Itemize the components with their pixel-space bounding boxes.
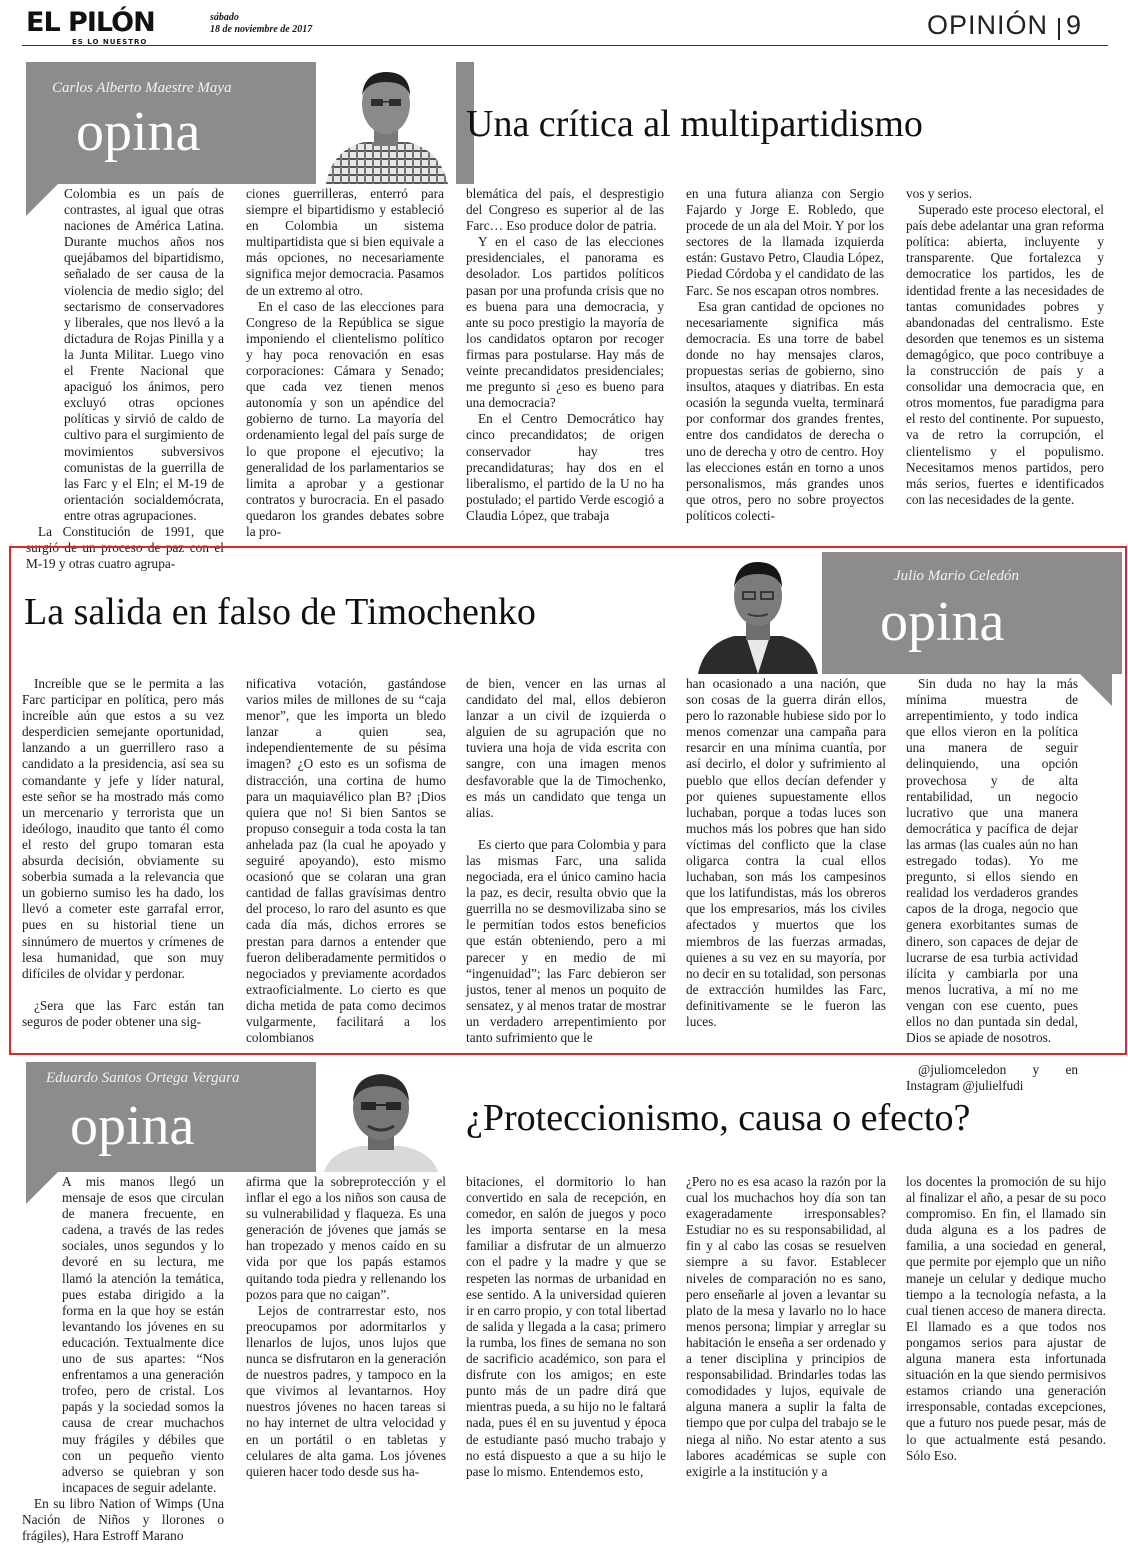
logo-tagline: ES LO NUESTRO <box>72 38 148 46</box>
article-2-column-5 <box>906 676 1078 1094</box>
article-1-column-2 <box>246 186 444 540</box>
paragraph: Superado este proceso electoral, el país debe adelantar una gran reforma política: abierta, incluyente y transparente. Que fortalezca y democratice los partidos, les de identidad frente a las necesidades de tantas comunidades pobres y abandonadas del centralismo. Este desorden que tenemos es un sistema demagógico, que poco contribuye a la construcción de país y a consolidar una democracia que, en otros momentos, fue paradigma para el resto del continente. Por supuesto, va de retro la corrupción, el clientelismo y el populismo. Necesitamos menos partidos, pero más serios, fuertes e identificados con las necesidades de la gente. <box>906 202 1104 507</box>
paragraph: Increíble que se le permita a las Farc participar en política, pero más increíble aún que estos a su vez desperdicien semejante oportunidad, lanzando a un guerrillero raso a candidato a la presidencia, así sea su comandante y jefe y líder natural, este señor se ha mostrado más como un mercenario y terrorista que un ideólogo, inaudito que tanto él como el resto del grupo tomaran esta absurda decisión, obviamente su soberbia sumada a la relevancia que un gobierno sumiso les ha dado, los llevó a cometer este garrafal error, pues en su historial tiene un sinnúmero de muertos y crímenes de lesa humanidad, que son muy difíciles de olvidar y perdonar. <box>22 676 224 981</box>
opina-badge: opina <box>76 101 201 163</box>
paragraph: han ocasionado a una nación, que son cosas de la guerra dirán ellos, pero lo razonable hubiese sido por lo menos comenzar una campaña para resarcir en una mínima cuantía, por así decirlo, el dolor y sufrimiento al pueblo que ellos decían defender y por quienes supuestamente ellos luchaban, porque a todas luces son muchos más los pobres que han sido víctimas del conflicto que la clase oligarca contra la cual ellos luchaban, son más los campesinos que los latifundistas, más los obreros que los empresarios, más los civiles afectados y muertos que los miembros de las fuerzas armadas, quienes a su vez en su mayoría, por no decir en su totalidad, son personas de extracción humildes las Farc, definitivamente se le fueron las luces. <box>686 676 886 1029</box>
opina-badge: opina <box>880 591 1005 653</box>
article-3-column-2 <box>246 1174 446 1480</box>
paragraph: Y en el caso de las elecciones presidenciales, el panorama es desolador. Los partidos políticos pasan por una profunda crisis que no es buena para una democracia, y ante su poco prestigio la mayoría de los candidatos optaron por recoger firmas para postularse. Hay más de veinte precandidatos presidenciales; me pregunto si ¿eso es bueno para una democracia? <box>466 234 664 411</box>
article-1-column-4 <box>686 186 884 524</box>
paragraph: bitaciones, el dormitorio lo han convertido en sala de recepción, en comedor, en salón de juegos y poco les importa sentarse en la mesa familiar a disfrutar de un almuerzo con el padre y la madre y que se respeten las normas de urbanidad en ese sentido. A la universidad quieren ir en carro propio, y con total libertad de salida y llegada a la casa; primero la rumba, los fines de semana no son de sacrificio académico, son para el disfrute con los amigos; en este punto más de un padre dirá que mientras pueda, a su hijo no le faltará nada, pues él en su juventud y época de estudiante pasó mucho trabajo y no está dispuesto a que a su hijo le pase lo mismo. Entendemos esto, <box>466 1174 666 1479</box>
paragraph: Colombia es un país de contrastes, al igual que otras naciones de América Latina. Durante muchos años nos quejábamos del bipartidismo, señalado de ser causa de la violencia de medio siglo; del sectarismo de conservadores y liberales, que nos llevó a la dictadura de Rojas Pinilla y a la Junta Militar. Luego vino el Frente Nacional que apaciguó los ánimos, pero excluyó otras opciones políticas y sirvió de caldo de cultivo para el surgimiento de movimientos subversivos comunistas de la guerrilla de las Farc y el Eln; el M-19 de orientación socialdemócrata, entre otras agrupaciones. <box>64 186 224 523</box>
paragraph: Sin duda no hay la más mínima muestra de arrepentimiento, y todo indica que ellos vieron en la política una manera de seguir delinquiendo, una opción provechosa y de alta rentabilidad, un negocio lucrativo que una manera democrática y pacífica de dejar las armas (las cuales aún no han estregado todas). Yo me pregunto, si ellos siendo en realidad los verdaderos grandes capos de la droga, negocio que genera exorbitantes sumas de dinero, son capaces de dejar de lucrarse de esa turbia actividad ilícita y cambiarla por una menos lucrativa, a mí no me vengan con ese cuento, pues ellos no dan puntada sin dedal, Dios se apiade de nosotros. <box>906 676 1078 1046</box>
paragraph: En el caso de las elecciones para Congreso de la República se sigue imponiendo el clientelismo político y hay poca renovación en esas corporaciones: Cámara y Senado; que cada vez tienen menos autonomía y son un apéndice del gobierno de turno. La mayoría del ordenamiento legal del país surge de lo que propone el ejecutivo; la generalidad de los parlamentarios se limita a aprobar y a gestionar contratos y burocracia. En el pasado quedaron los grandes debates sobre la pro- <box>246 298 444 539</box>
paragraph: Es cierto que para Colombia y para las mismas Farc, una salida negociada, era el único camino hacia la paz, es decir, resulta obvio que la guerrilla no se desmovilizaba sino se le permitían todos estos beneficios que están obteniendo, pero a mi parecer y en medio de mi “ingenuidad”; las Farc debieron ser justos, tener al menos un poquito de sensatez, y al menos tratar de mostrar un verdadero arrepentimiento por tanto sufrimiento que le <box>466 836 666 1045</box>
publication-full-date: 18 de noviembre de 2017 <box>210 24 313 35</box>
page-number: 9 <box>1066 10 1082 40</box>
paragraph: ciones guerrilleras, enterró para siempre el bipartidismo y estableció en Colombia un sistema multipartidista que si bien equivale a más opciones, no necesariamente significa mejor democracia. Pasamos de un extremo al otro. <box>246 186 444 298</box>
author-box-notch <box>1080 674 1112 706</box>
paragraph: vos y serios. <box>906 186 973 201</box>
author-photo <box>316 1062 446 1172</box>
article-3-column-1 <box>22 1174 224 1544</box>
paragraph: los docentes la promoción de su hijo al finalizar el año, a pesar de su poco compromiso. En fin, el llamado sin duda alguna es a los padres de familia, a una sociedad en general, que permite por ejemplo que un niño maneje un celular y dedique mucho tiempo a la tecnología nefasta, a la cual tienen acceso de manera directa. El llamado es a que todos nos pongamos serios para ajustar de alguna manera esta infortunada situación en la que siendo permisivos estamos criando una generación irresponsable, contadas excepciones, que a futuro nos puede pesar, más de lo que actualmente está pesando. Sólo Eso. <box>906 1174 1106 1463</box>
article-3-column-3 <box>466 1174 666 1480</box>
publication-date <box>210 12 312 36</box>
publication-day: sábado <box>210 12 239 23</box>
article-2-column-2 <box>246 676 446 1046</box>
paragraph: afirma que la sobreprotección y el inflar el ego a los niños son causa de su vulnerabilidad y flaqueza. Es una generación de jóvenes que jamás se han tropezado y menos caído en su vida por que los papás estamos quitando toda piedra y rellenando los pozos para que no caigan”. <box>246 1174 446 1302</box>
social-handles: @juliomceledon y en Instagram @julielfudi <box>906 1062 1078 1094</box>
article-2-column-4 <box>686 676 886 1030</box>
article-1-column-5 <box>906 186 1104 508</box>
author-name: Carlos Alberto Maestre Maya <box>52 80 232 96</box>
article-1-column-3 <box>466 186 664 524</box>
page-number-divider <box>1058 18 1060 40</box>
paragraph: Esa gran cantidad de opciones no necesariamente significa más democracia. Es una torre de babel donde no hay mensajes claros, propuestas serias de gobierno, sino insultos, ataques y diatribas. En esta ocasión la segunda vuelta, terminará por conformar dos grandes frentes, entre dos candidatos de derecha o uno de derecha y otro de centro. Hoy las elecciones están en torno a unos personalismos, más grandes unos que otros, pero no sobre proyectos políticos colecti- <box>686 298 884 523</box>
author-photo <box>316 62 456 184</box>
article-2-author-box <box>822 552 1122 674</box>
paragraph: ¿Sera que las Farc están tan seguros de poder obtener una sig- <box>22 997 224 1029</box>
paragraph: En el Centro Democrático hay cinco precandidatos; de origen conservador hay tres precandidaturas; hay dos en el liberalismo, el partido de la U no ha postulado; el partido Verde escogió a Claudia López, que trabaja <box>466 411 664 523</box>
paragraph: blemática del país, el desprestigio del Congreso es superior al de las Farc… Eso produce dolor de patria. <box>466 186 664 234</box>
article-2-column-1 <box>22 676 224 1030</box>
article-3-column-5 <box>906 1174 1106 1464</box>
paragraph: nificativa votación, gastándose varios miles de millones de su “caja menor”, que les importa un bledo lanzar a quien sea, independientemente de su pésima imagen? ¿O esto es un sofisma de distracción, una cortina de humo para un maquiavélico plan B? ¡Dios quiera que no! Si bien Santos se propuso conseguir a toda costa la tan anhelada paz (la cual he apoyado y seguiré apoyando), esto mismo ocasionó que se colaran una gran cantidad de fallas gravísimas dentro del proceso, lo raro del asunto es que cada día más, dichos errores se prestan para darnos a entender que fueron deliberadamente permitidos o negociados y previamente acordados extraoficialmente. Lo cierto es que dicha metida de pata como decimos vulgarmente, facilitará a los colombianos <box>246 676 446 1046</box>
section-name: OPINIÓN <box>927 10 1049 40</box>
article-1-column-1 <box>26 186 224 572</box>
author-name: Julio Mario Celedón <box>894 568 1019 584</box>
paragraph: A mis manos llegó un mensaje de esos que circulan de manera frecuente, en cadena, a través de las redes sociales, unos segundos y lo devoré en su lectura, me llamó la atención la temática, pues estaba dirigido a la forma en la que hoy se están levantando los jóvenes en su educación. Textualmente dice uno de sus apartes: “Nos enfrentamos a una generación trofeo, pero de cristal. Los papás y la sociedad somos la causa de crear muchachos muy frágiles y débiles que con un pequeño viento adverso se quiebran y son incapaces de seguir adelante. <box>62 1174 224 1495</box>
page-header <box>22 8 1108 46</box>
article-1-title: Una crítica al multipartidismo <box>466 103 923 145</box>
paragraph: de bien, vencer en las urnas al candidato del mal, ellos debieron lanzar a un civil de izquierda o alguien de su agrupación que no tuviera una hoja de vida escrita con sangre, con una imagen menos desfavorable que la de Timochenko, es más un candidato que tenga un alias. <box>466 676 666 820</box>
article-2-title: La salida en falso de Timochenko <box>24 591 536 633</box>
opina-badge: opina <box>70 1095 195 1157</box>
paragraph: en una futura alianza con Sergio Fajardo y Jorge E. Robledo, que procede de un ala del Moir. Y por los sectores de la llamada izquierda están: Gustavo Petro, Claudia López, Piedad Córdoba y el candidato de las Farc. Se nos escapan otros nombres. <box>686 186 884 298</box>
article-3-column-4 <box>686 1174 886 1480</box>
author-name: Eduardo Santos Ortega Vergara <box>46 1070 240 1086</box>
paragraph: ¿Pero no es esa acaso la razón por la cual los muchachos hoy día son tan exageradamente irresponsables? Estudiar no es su responsabilidad, al fin y al cabo las cosas se resuelven siempre a su favor. Establecer niveles de comparación no es sano, pero enseñarle al joven a levantar su plato de la mesa y lavarlo no lo hace menos persona; limpiar y arreglar su habitación le enseña a ser ordenado y a tener disciplina y principios de responsabilidad. Brindarles todas las comodidades y lujos, equivale de alguna manera a suplir la falta de tiempo que por culpa del trabajo se le niega al niño. No estar atento a sus labores académicas se suple con exigirle a la institución y a <box>686 1174 886 1479</box>
newspaper-logo: EL PILÓN <box>26 7 155 38</box>
article-3-title: ¿Proteccionismo, causa o efecto? <box>466 1097 971 1139</box>
paragraph: Lejos de contrarrestar esto, nos preocupamos por adormitarlos y llenarlos de lujos, unos lujos que nunca se disfrutaron en la generación de nuestros padres, y tampoco en la que vivimos al levantarnos. Hoy nuestros jóvenes no hacen tareas si no hay internet de ultra velocidad y en un portátil o en tabletas y celulares de alta gama. Los jóvenes quieren hacer todo desde sus ha- <box>246 1302 446 1479</box>
author-photo <box>694 552 822 674</box>
paragraph: En su libro Nation of Wimps (Una Nación de Niños y llorones o frágiles), Hara Estroff Marano <box>22 1495 224 1544</box>
paragraph: La Constitución de 1991, que surgió de un proceso de paz con el M-19 y otras cuatro agrupa- <box>26 523 224 572</box>
article-2-column-3 <box>466 676 666 1046</box>
